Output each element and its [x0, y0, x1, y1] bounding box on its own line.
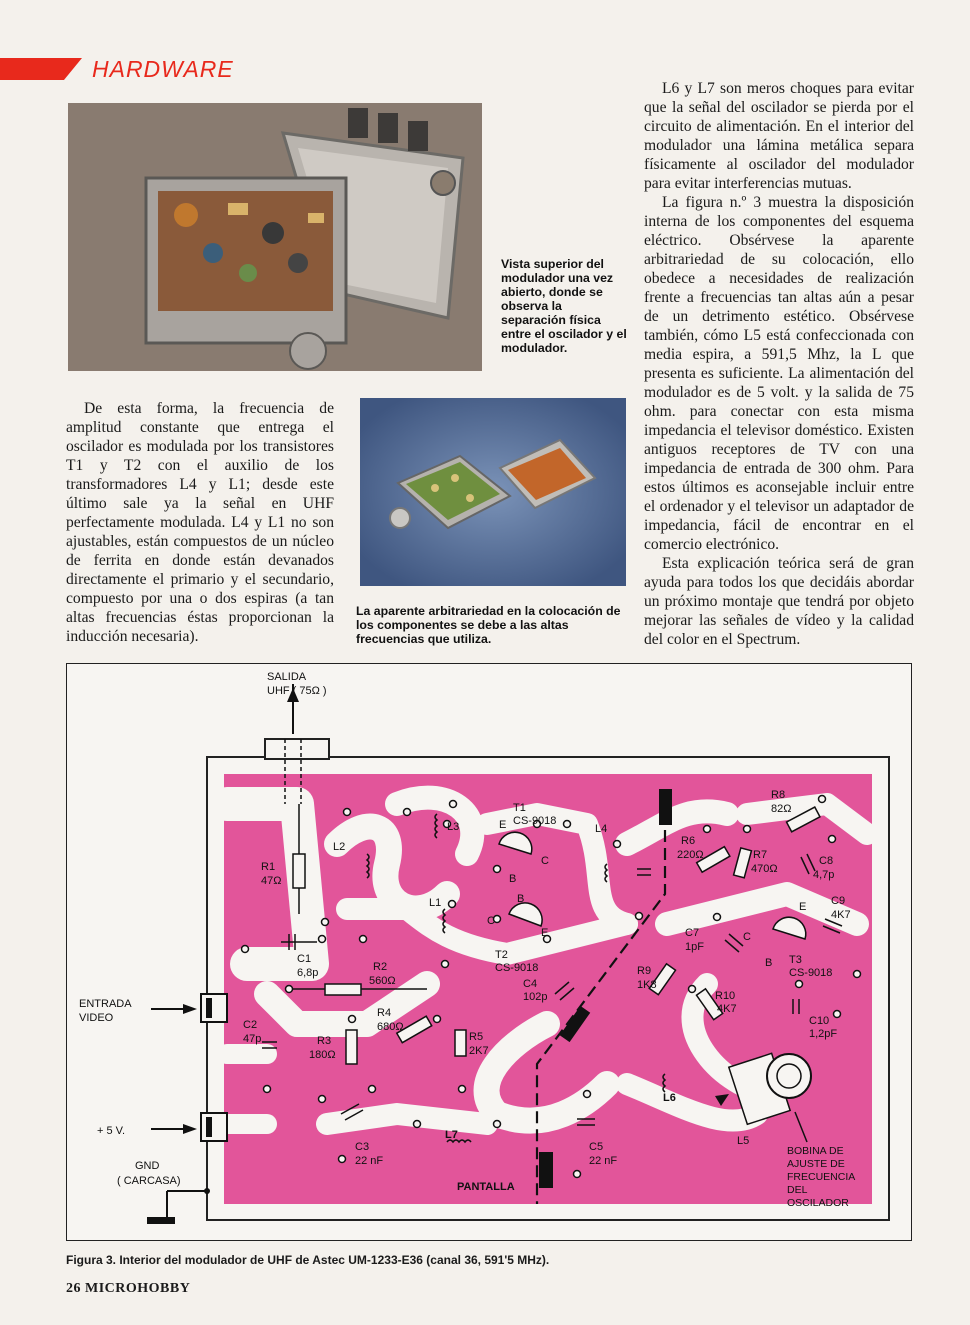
svg-text:C2: C2 — [243, 1019, 258, 1031]
modulator-board-photo — [360, 398, 626, 586]
magazine-name: MICROHOBBY — [85, 1281, 191, 1296]
svg-text:680Ω: 680Ω — [377, 1021, 404, 1033]
label-gnd: GND — [135, 1160, 160, 1172]
svg-text:AJUSTE DE: AJUSTE DE — [787, 1158, 845, 1170]
svg-text:L2: L2 — [333, 841, 346, 853]
svg-text:C: C — [487, 915, 495, 927]
article-left-column — [66, 399, 334, 646]
svg-text:R7: R7 — [753, 849, 768, 861]
svg-text:220Ω: 220Ω — [677, 849, 704, 861]
page-number: 26 — [66, 1281, 81, 1296]
article-paragraph: La figura n.º 3 muestra la disposición interna de los componentes del esquema eléctrico. Obsérvese la aparente arbitrariedad de su colocación, ello obedece a necesidades de realización frente a frecuencias tan altas aún a pesar de un detrimento estético. Obsérvese también, cómo L5 está confeccionada con media espira, a 591,5 Mhz, la L que presenta es suficiente. La alimentación del modulador es de 5 volt. y la salida de 75 ohm. para conectar con esta misma impedancia el televisor doméstico. Existen antiguos receptores de TV con una impedancia de entrada de 300 ohm. Para estos últimos es aconsejable incluir entre el ordenador y el televisor un adaptador de impedancia, fácil de encontrar en el comercio electrónico. — [644, 194, 914, 553]
label-salida: SALIDA — [267, 671, 307, 683]
label-carcasa: ( CARCASA) — [117, 1175, 181, 1187]
svg-text:B: B — [765, 957, 773, 969]
svg-text:T3: T3 — [789, 954, 802, 966]
svg-text:R2: R2 — [373, 961, 388, 973]
svg-text:560Ω: 560Ω — [369, 975, 396, 987]
svg-text:L6: L6 — [663, 1092, 676, 1104]
svg-text:4K7: 4K7 — [831, 909, 851, 921]
svg-text:C1: C1 — [297, 953, 312, 965]
svg-text:1,2pF: 1,2pF — [809, 1028, 838, 1040]
svg-text:R6: R6 — [681, 835, 696, 847]
svg-text:FRECUENCIA: FRECUENCIA — [787, 1171, 856, 1183]
svg-text:R8: R8 — [771, 789, 786, 801]
svg-text:R1: R1 — [261, 861, 276, 873]
label-video: VIDEO — [79, 1012, 114, 1024]
svg-text:C5: C5 — [589, 1141, 604, 1153]
section-color-bar — [0, 58, 82, 80]
svg-text:E: E — [799, 901, 807, 913]
svg-text:CS-9018: CS-9018 — [495, 962, 539, 974]
svg-text:R9: R9 — [637, 965, 652, 977]
svg-text:L3: L3 — [447, 821, 460, 833]
svg-text:6,8p: 6,8p — [297, 967, 319, 979]
svg-text:R3: R3 — [317, 1035, 332, 1047]
article-right-column — [644, 79, 914, 649]
article-paragraph: Esta explicación teórica será de gran ayuda para todos los que decidáis abordar un próximo montaje que tendrá por objeto mejorar las señales de vídeo y la calidad del color en el Spectrum. — [644, 555, 914, 648]
svg-text:E: E — [541, 927, 549, 939]
modulator-top-photo — [68, 103, 482, 371]
svg-text:4,7p: 4,7p — [813, 869, 835, 881]
figure-caption: Figura 3. Interior del modulador de UHF de Astec UM-1233-E36 (canal 36, 591'5 MHz). — [66, 1253, 550, 1267]
svg-text:102p: 102p — [523, 991, 548, 1003]
svg-text:R5: R5 — [469, 1031, 484, 1043]
svg-text:C10: C10 — [809, 1015, 830, 1027]
svg-text:22 nF: 22 nF — [355, 1155, 384, 1167]
label-pantalla: PANTALLA — [457, 1181, 515, 1193]
svg-text:L4: L4 — [595, 823, 608, 835]
label-entrada: ENTRADA — [79, 998, 132, 1010]
label-salida-uhf: UHF ( 75Ω ) — [267, 685, 327, 697]
page-folio — [66, 1281, 190, 1297]
svg-text:BOBINA DE: BOBINA DE — [787, 1145, 844, 1157]
svg-text:47p: 47p — [243, 1033, 262, 1045]
svg-text:R10: R10 — [715, 990, 736, 1002]
article-paragraph: De esta forma, la frecuencia de amplitud constante que entrega el oscilador es modulada por los transistores T1 y T2 con el auxilio de los transformadores L4 y L1; desde este último sale ya la señal en UHF perfectamente modulada. L4 y L1 no son ajustables, están compuestos de un núcleo de ferrita en donde están devanados directamente el primario y el secundario, compuesto por una o dos espiras (a tan altas frecuencias éstas proporcionan la inducción necesaria). — [66, 400, 334, 645]
svg-text:C4: C4 — [523, 978, 538, 990]
svg-text:2K7: 2K7 — [469, 1045, 489, 1057]
svg-text:4K7: 4K7 — [717, 1003, 737, 1015]
svg-text:470Ω: 470Ω — [751, 863, 778, 875]
svg-text:C: C — [743, 931, 751, 943]
circuit-figure — [66, 663, 912, 1241]
svg-text:C7: C7 — [685, 927, 700, 939]
svg-text:C8: C8 — [819, 855, 834, 867]
svg-text:C3: C3 — [355, 1141, 370, 1153]
section-label: HARDWARE — [92, 56, 234, 82]
svg-text:CS-9018: CS-9018 — [513, 815, 557, 827]
svg-text:CS-9018: CS-9018 — [789, 967, 833, 979]
svg-text:180Ω: 180Ω — [309, 1049, 336, 1061]
svg-text:L1: L1 — [429, 897, 442, 909]
svg-text:DEL: DEL — [787, 1184, 808, 1196]
article-paragraph: L6 y L7 son meros choques para evitar que la señal del oscilador se pierda por el circuito de alimentación. En el interior del modulador una lámina metálica separa físicamente al oscilador del modulador para evitar interferencias mutuas. — [644, 80, 914, 192]
photo-bottom-caption: La aparente arbitrariedad en la colocación de los componentes se debe a las altas frecuencias que utiliza. — [356, 604, 621, 646]
svg-text:E: E — [499, 819, 507, 831]
photo-top-caption: Vista superior del modulador una vez abierto, donde se observa la separación física entre el oscilador y el modulador. — [501, 257, 627, 355]
label-plus5v: + 5 V. — [97, 1125, 126, 1137]
svg-text:47Ω: 47Ω — [261, 875, 282, 887]
svg-text:C: C — [541, 855, 549, 867]
svg-text:OSCILADOR: OSCILADOR — [787, 1197, 849, 1209]
svg-text:1pF: 1pF — [685, 941, 704, 953]
svg-text:L7: L7 — [445, 1129, 458, 1141]
svg-text:B: B — [509, 873, 517, 885]
svg-text:T2: T2 — [495, 949, 508, 961]
svg-text:T1: T1 — [513, 802, 526, 814]
svg-text:1K8: 1K8 — [637, 979, 657, 991]
svg-text:L5: L5 — [737, 1135, 750, 1147]
svg-text:C9: C9 — [831, 895, 846, 907]
svg-text:22 nF: 22 nF — [589, 1155, 618, 1167]
svg-text:R4: R4 — [377, 1007, 392, 1019]
svg-text:B: B — [517, 893, 525, 905]
svg-text:82Ω: 82Ω — [771, 803, 792, 815]
